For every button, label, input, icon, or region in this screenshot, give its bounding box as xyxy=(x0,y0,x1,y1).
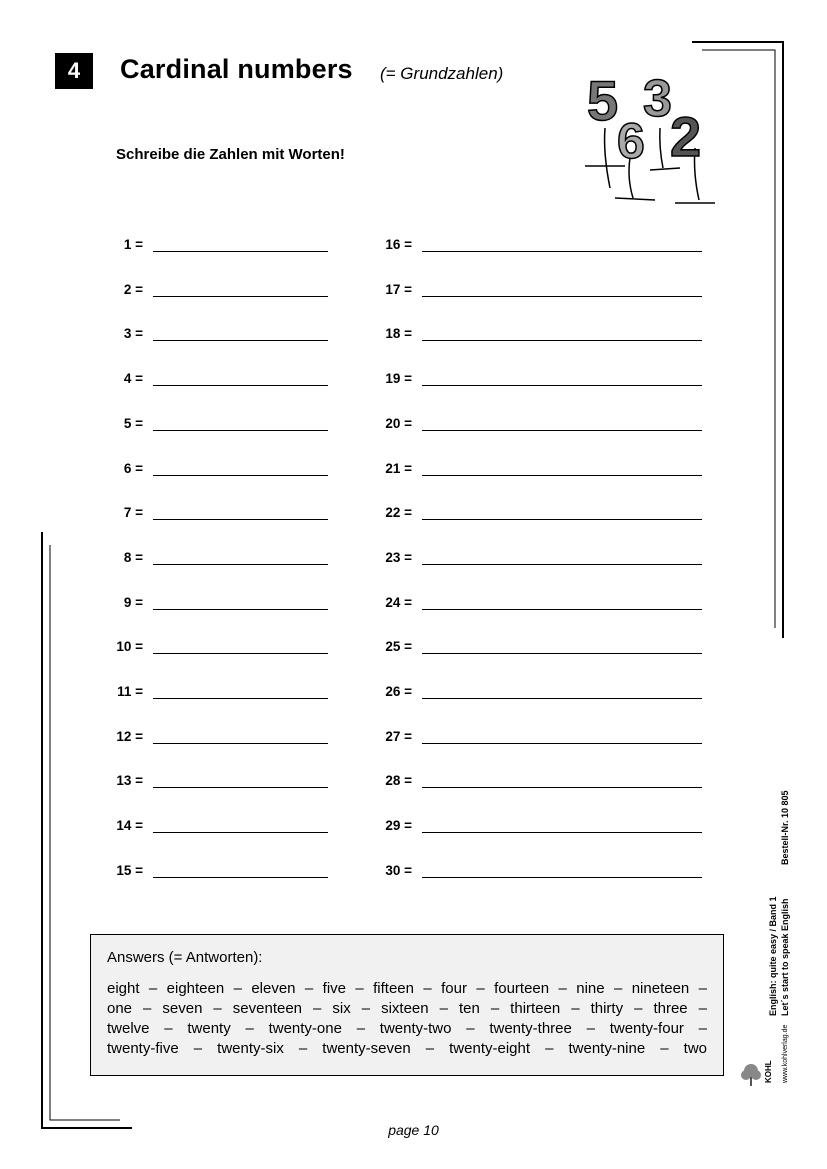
exercise-number-badge: 4 xyxy=(55,53,93,89)
sidebar-line-2: Let´s start to speak English xyxy=(780,898,790,1016)
answer-line[interactable] xyxy=(153,684,328,699)
number-label: 21 = xyxy=(385,460,412,476)
publisher-name: KOHL xyxy=(764,1060,773,1083)
answer-line[interactable] xyxy=(153,729,328,744)
number-label: 17 = xyxy=(385,281,412,297)
answer-line[interactable] xyxy=(422,416,702,431)
digit-5: 5 xyxy=(587,69,619,132)
number-plants-illustration xyxy=(575,58,720,208)
exercise-row xyxy=(381,456,702,476)
page-number: page 10 xyxy=(388,1122,439,1138)
number-label: 1 = xyxy=(123,237,143,252)
number-label: 22 = xyxy=(385,505,412,521)
answer-line[interactable] xyxy=(422,684,702,699)
page-subtitle: (= Grundzahlen) xyxy=(380,64,504,83)
number-label: 27 = xyxy=(385,728,412,744)
exercise-row xyxy=(110,545,328,565)
exercise-row xyxy=(381,277,702,297)
exercise-row xyxy=(381,232,702,252)
answers-line: eight – eighteen – eleven – five – fifteen – four – fourteen – nine – nineteen – xyxy=(107,980,707,997)
exercise-row xyxy=(110,366,328,386)
exercise-row xyxy=(110,813,328,833)
number-label: 18 = xyxy=(385,326,412,342)
answer-line[interactable] xyxy=(153,282,328,297)
order-number: Bestell-Nr. 10 805 xyxy=(780,790,790,865)
exercise-row xyxy=(381,500,702,520)
answers-header: Answers (= Antworten): xyxy=(107,949,263,966)
number-label: 25 = xyxy=(385,639,412,655)
exercise-row xyxy=(381,858,702,878)
exercise-row xyxy=(110,679,328,699)
number-label: 12 = xyxy=(116,728,143,744)
answer-line[interactable] xyxy=(422,237,702,252)
answer-line[interactable] xyxy=(153,505,328,520)
number-label: 26 = xyxy=(385,684,412,699)
digit-6: 6 xyxy=(617,113,645,169)
exercise-row xyxy=(110,456,328,476)
number-label: 3 = xyxy=(123,326,143,342)
number-label: 9 = xyxy=(123,594,143,610)
answer-line[interactable] xyxy=(422,282,702,297)
number-label: 4 = xyxy=(123,371,143,387)
answer-line[interactable] xyxy=(422,729,702,744)
answer-line[interactable] xyxy=(422,639,702,654)
exercise-row xyxy=(110,768,328,788)
number-label: 8 = xyxy=(123,549,143,565)
answer-line[interactable] xyxy=(153,639,328,654)
exercise-row xyxy=(110,500,328,520)
exercise-row xyxy=(110,858,328,878)
exercise-row xyxy=(381,411,702,431)
answer-line[interactable] xyxy=(422,773,702,788)
answers-line: twenty-five – twenty-six – twenty-seven – twenty-eight – twenty-nine – two xyxy=(107,1040,707,1057)
answer-line[interactable] xyxy=(153,595,328,610)
publisher-sidebar xyxy=(740,780,800,1090)
number-label: 13 = xyxy=(116,773,143,789)
answer-line[interactable] xyxy=(422,550,702,565)
answer-line[interactable] xyxy=(153,371,328,386)
answer-line[interactable] xyxy=(153,863,328,878)
number-label: 14 = xyxy=(116,818,143,834)
answer-line[interactable] xyxy=(422,505,702,520)
number-label: 5 = xyxy=(123,415,143,431)
exercise-row xyxy=(381,321,702,341)
exercise-row xyxy=(381,634,702,654)
exercise-row xyxy=(381,679,702,699)
exercise-row xyxy=(110,411,328,431)
sidebar-line-1: English: quite easy / Band 1 xyxy=(768,896,778,1016)
number-label: 6 = xyxy=(123,460,143,476)
number-label: 24 = xyxy=(385,594,412,610)
page-title: Cardinal numbers xyxy=(120,54,353,84)
number-label: 28 = xyxy=(385,773,412,789)
answers-line: twelve – twenty – twenty-one – twenty-two – twenty-three – twenty-four – xyxy=(107,1020,707,1037)
number-label: 10 = xyxy=(116,639,143,655)
answer-line[interactable] xyxy=(422,863,702,878)
answer-line[interactable] xyxy=(153,773,328,788)
number-label: 30 = xyxy=(385,862,412,878)
exercise-row xyxy=(110,277,328,297)
answers-box xyxy=(90,934,724,1076)
answer-line[interactable] xyxy=(422,595,702,610)
number-label: 2 = xyxy=(123,281,143,297)
number-label: 11 = xyxy=(117,684,143,699)
number-label: 16 = xyxy=(385,237,412,252)
exercise-row xyxy=(381,768,702,788)
answer-line[interactable] xyxy=(422,818,702,833)
exercise-row xyxy=(110,634,328,654)
exercise-row xyxy=(110,232,328,252)
answer-line[interactable] xyxy=(153,237,328,252)
exercise-row xyxy=(110,321,328,341)
exercise-row xyxy=(381,813,702,833)
number-label: 19 = xyxy=(385,371,412,387)
publisher-tree-logo xyxy=(740,1063,762,1087)
exercise-row xyxy=(110,590,328,610)
exercise-row xyxy=(381,366,702,386)
instruction-text: Schreibe die Zahlen mit Worten! xyxy=(116,146,345,163)
number-label: 29 = xyxy=(385,818,412,834)
publisher-url: www.kohlverlag.de xyxy=(782,1024,789,1083)
answer-line[interactable] xyxy=(422,326,702,341)
exercise-row xyxy=(381,724,702,744)
exercise-row xyxy=(110,724,328,744)
number-label: 15 = xyxy=(116,862,143,878)
answer-line[interactable] xyxy=(153,818,328,833)
exercise-row xyxy=(381,545,702,565)
exercise-row xyxy=(381,590,702,610)
number-label: 20 = xyxy=(385,415,412,431)
answer-line[interactable] xyxy=(422,461,702,476)
answer-line[interactable] xyxy=(153,461,328,476)
answer-line[interactable] xyxy=(153,326,328,341)
digit-3: 3 xyxy=(643,70,672,128)
number-label: 7 = xyxy=(123,505,143,521)
number-label: 23 = xyxy=(385,549,412,565)
digit-2: 2 xyxy=(670,105,702,168)
answer-line[interactable] xyxy=(153,550,328,565)
answer-line[interactable] xyxy=(153,416,328,431)
answer-line[interactable] xyxy=(422,371,702,386)
answers-line: one – seven – seventeen – six – sixteen – ten – thirteen – thirty – three – xyxy=(107,1000,707,1017)
